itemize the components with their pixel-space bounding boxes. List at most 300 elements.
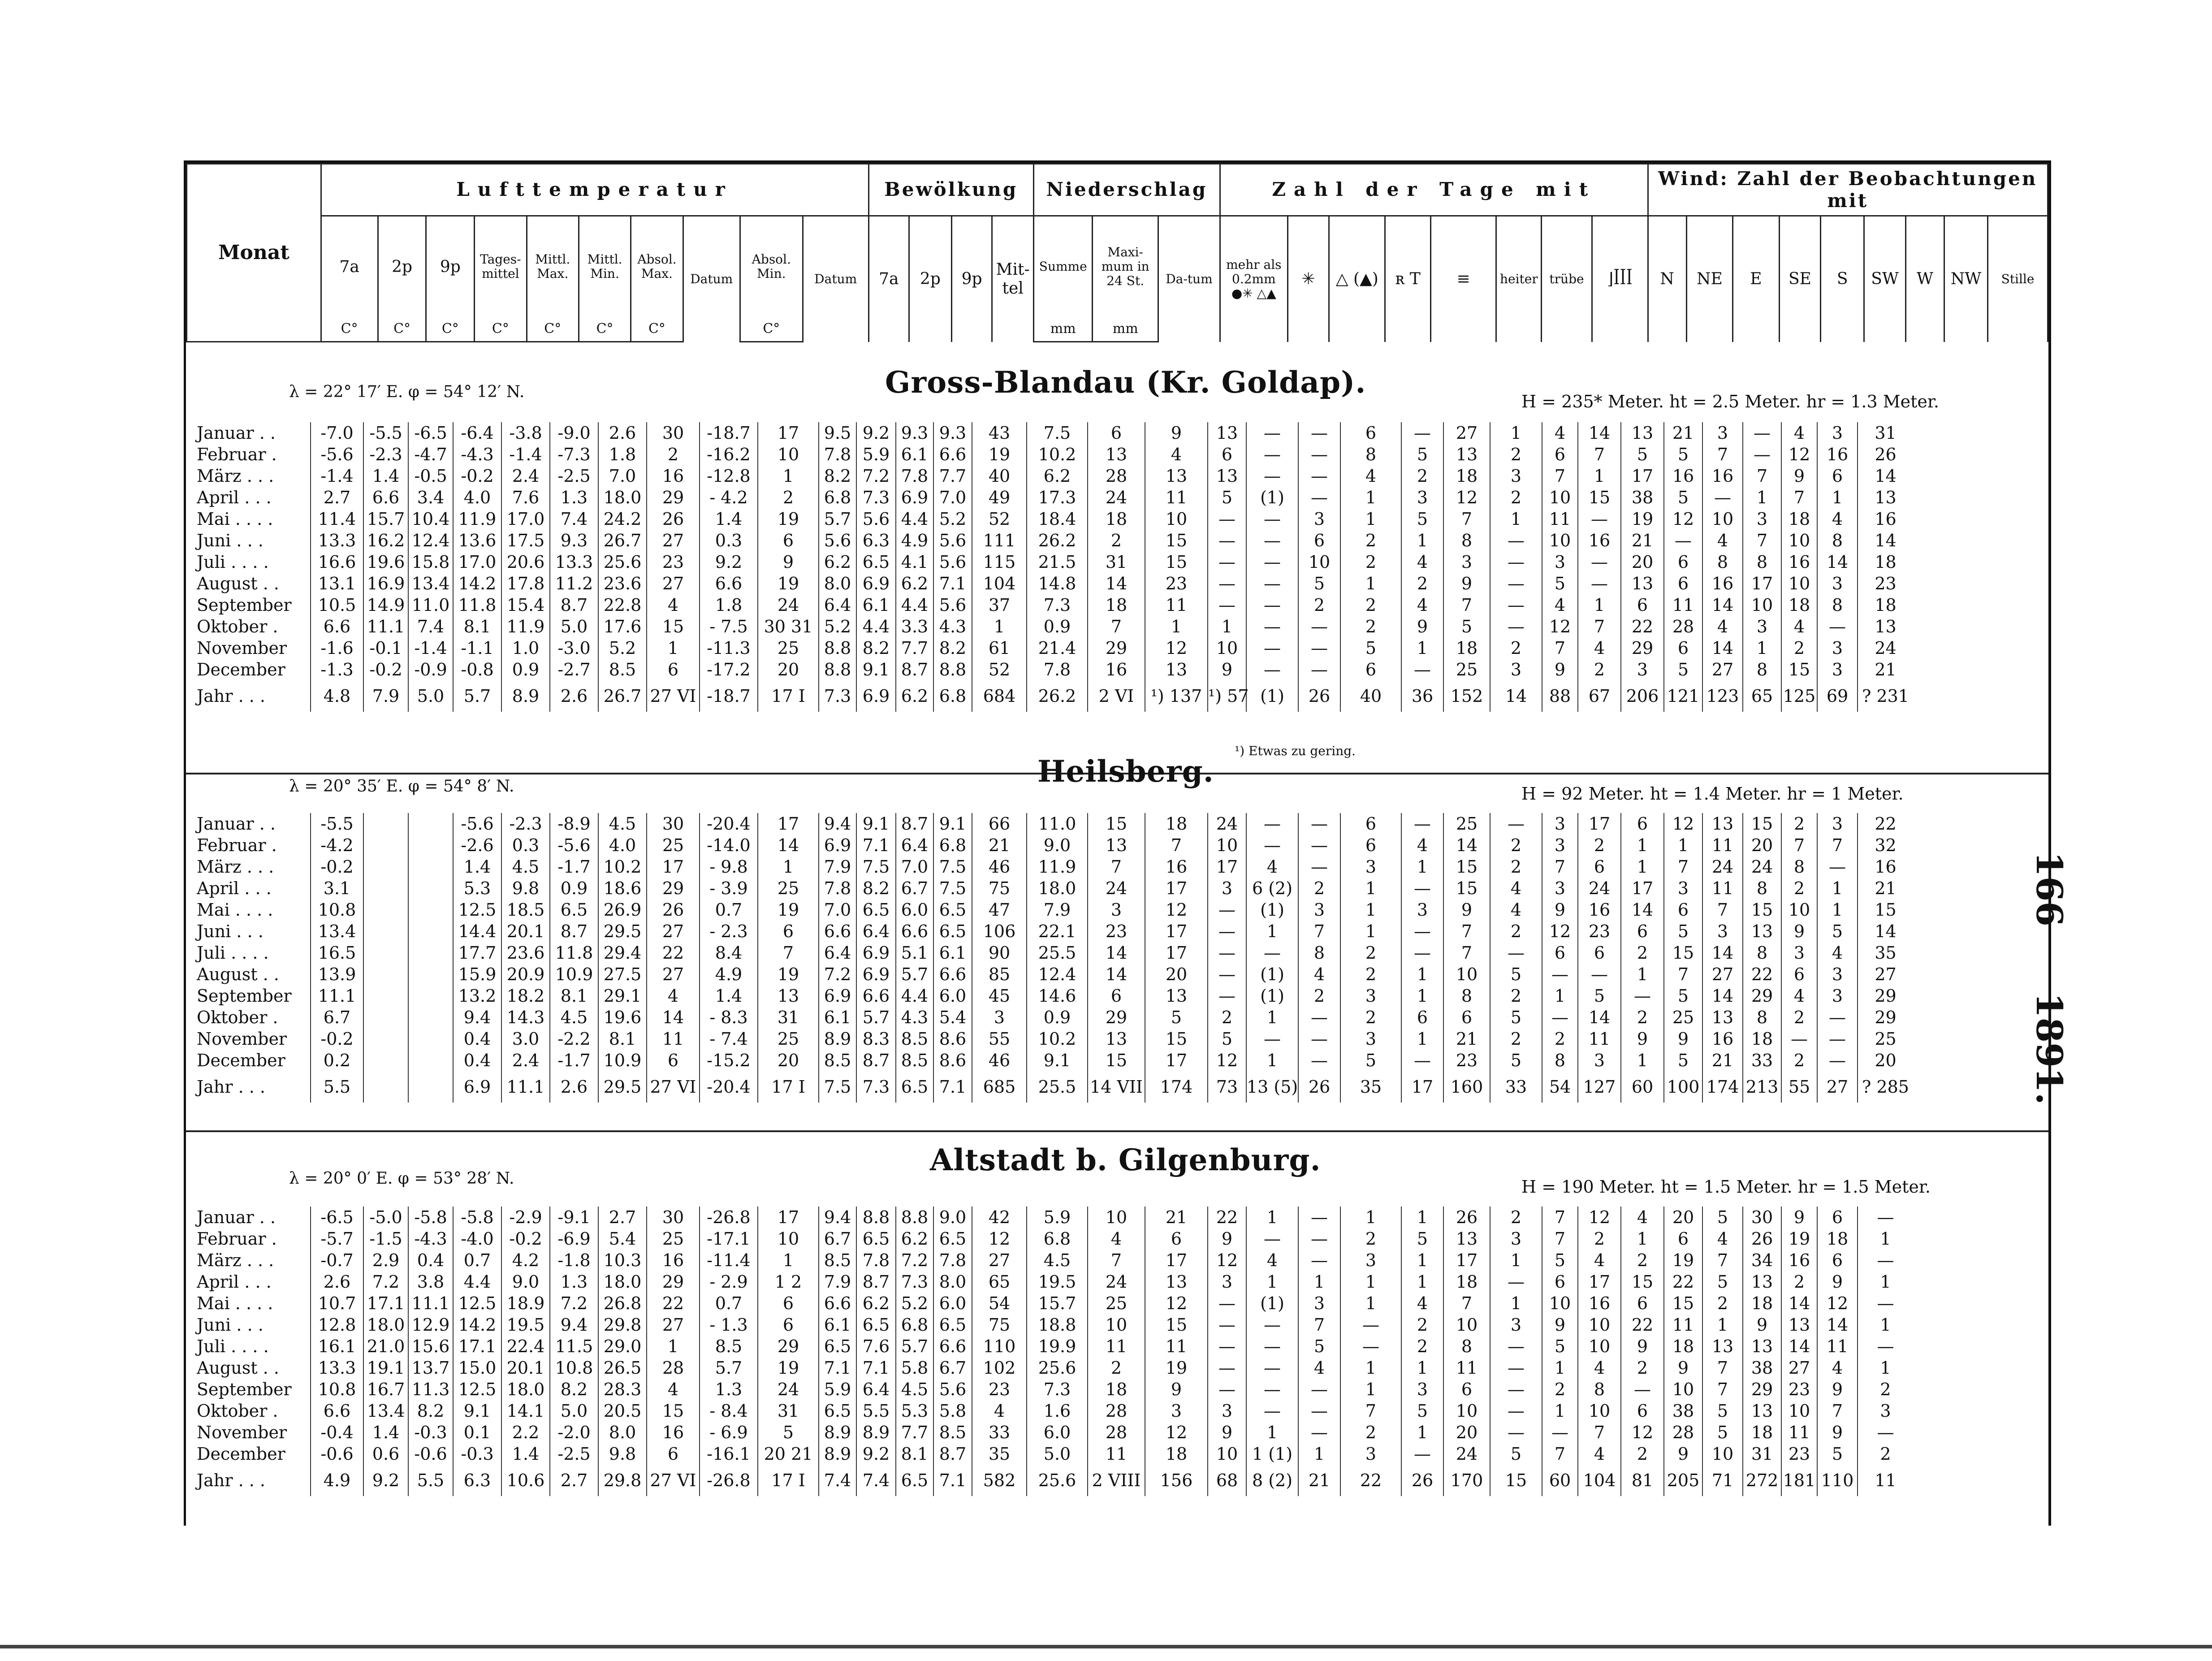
table-cell: 14: [1088, 942, 1145, 964]
table-row: [186, 594, 1913, 616]
table-cell: —: [1781, 1028, 1817, 1050]
table-cell: 7: [1743, 465, 1781, 487]
table-cell: 5.7: [856, 1007, 896, 1028]
table-cell: 11: [1088, 1336, 1145, 1357]
table-cell: 29: [1088, 1007, 1145, 1028]
table-cell: 5: [1208, 487, 1246, 508]
table-cell: 3.8: [408, 1271, 453, 1293]
table-cell: 1: [1621, 856, 1664, 878]
table-cell: —: [1208, 1314, 1246, 1336]
table-cell: —: [1246, 465, 1298, 487]
table-cell: 2: [1340, 551, 1401, 573]
table-cell: ? 285: [1858, 1071, 1913, 1103]
table-cell: 26: [647, 508, 700, 530]
table-cell: 26.7: [598, 680, 647, 712]
table-cell: —: [1817, 1007, 1858, 1028]
table-row: [186, 508, 1913, 530]
col-bmittel: Mit-tel: [992, 216, 1034, 342]
table-cell: 13.3: [550, 551, 598, 573]
table-cell: —: [1401, 813, 1443, 835]
table-cell: 6.8: [819, 487, 856, 508]
table-cell: 24: [1578, 878, 1621, 899]
table-cell: 5: [1542, 1336, 1578, 1357]
table-cell: 17: [1401, 1071, 1443, 1103]
table-cell: —: [1490, 1379, 1542, 1400]
table-cell: 29.0: [598, 1336, 647, 1357]
table-cell: 6: [1817, 1250, 1858, 1271]
table-cell: 16: [1781, 551, 1817, 573]
table-cell: 9: [1401, 616, 1443, 637]
table-cell: 7.8: [896, 465, 933, 487]
table-cell: 5.5: [856, 1400, 896, 1422]
table-cell: 4: [1298, 1357, 1340, 1379]
table-cell: 13: [1858, 616, 1913, 637]
table-cell: 14: [1702, 985, 1743, 1007]
table-cell: 17: [1578, 1271, 1621, 1293]
table-cell: 1: [1246, 921, 1298, 942]
table-cell: 24: [758, 594, 819, 616]
table-cell: 8: [1542, 1050, 1578, 1071]
table-cell: -5.5: [363, 422, 408, 444]
table-cell: 25: [758, 878, 819, 899]
table-cell: 0.6: [363, 1443, 408, 1465]
table-cell: 29: [647, 878, 700, 899]
table-cell: —: [1208, 921, 1246, 942]
table-cell: 12.9: [408, 1314, 453, 1336]
table-cell: 5: [1145, 1007, 1208, 1028]
table-cell: 6 (2): [1246, 878, 1298, 899]
table-cell: 3: [1145, 1400, 1208, 1422]
table-cell: 3: [1781, 942, 1817, 964]
table-cell: 5.3: [896, 1400, 933, 1422]
table-cell: 6: [1817, 465, 1858, 487]
table-cell: 25.6: [1027, 1357, 1088, 1379]
table-cell: 21.5: [1027, 551, 1088, 573]
table-cell: 22: [1208, 1207, 1246, 1228]
table-cell: 10.8: [550, 1357, 598, 1379]
table-cell: —: [1246, 422, 1298, 444]
table-cell: 7.5: [933, 878, 972, 899]
table-cell: 7: [1298, 921, 1340, 942]
table-cell: —: [1401, 1443, 1443, 1465]
table-cell: —: [1401, 878, 1443, 899]
table-cell: 2: [1401, 465, 1443, 487]
table-cell: 2: [1578, 1228, 1621, 1250]
table-cell: 6: [1542, 1271, 1578, 1293]
table-cell: 17: [1145, 942, 1208, 964]
table-cell: 27: [1781, 1357, 1817, 1379]
col-wind-sw: SW: [1864, 216, 1906, 342]
table-cell: 13: [1702, 1007, 1743, 1028]
table-cell: 5: [1298, 1336, 1340, 1357]
table-cell: 4.9: [311, 1465, 363, 1496]
table-cell: 11.4: [311, 508, 363, 530]
table-cell: 17: [1145, 921, 1208, 942]
table-cell: 7: [1781, 487, 1817, 508]
table-cell: 33: [1490, 1071, 1542, 1103]
table-cell: 9.1: [453, 1400, 501, 1422]
table-cell: 1: [1578, 594, 1621, 616]
table-cell: (1): [1246, 487, 1298, 508]
table-cell: 1: [1490, 422, 1542, 444]
table-cell: 7.1: [856, 1357, 896, 1379]
table-cell: 2: [1401, 1336, 1443, 1357]
table-cell: 38: [1621, 487, 1664, 508]
table-cell: 17 I: [758, 680, 819, 712]
table-cell: 7.8: [819, 878, 856, 899]
table-cell: 8: [1817, 594, 1858, 616]
table-cell: 10: [1208, 637, 1246, 659]
table-cell: 26: [1298, 1071, 1340, 1103]
table-cell: 33: [1743, 1050, 1781, 1071]
table-cell: 18.0: [598, 487, 647, 508]
table-cell: 4: [1401, 835, 1443, 856]
table-cell: 8.5: [933, 1422, 972, 1443]
table-cell: 15: [1578, 487, 1621, 508]
table-cell: 6: [758, 1314, 819, 1336]
table-cell: 11.0: [408, 594, 453, 616]
table-cell: -7.3: [550, 444, 598, 465]
table-cell: 16.6: [311, 551, 363, 573]
table-cell: 2: [1340, 1007, 1401, 1028]
table-cell: 7.4: [819, 1465, 856, 1496]
col-wind-stille: Stille: [1988, 216, 2048, 342]
table-cell: 6.2: [896, 573, 933, 594]
table-cell: 14: [1702, 942, 1743, 964]
table-cell: 21: [1145, 1207, 1208, 1228]
table-cell: 2.7: [311, 487, 363, 508]
table-cell: 28: [647, 1357, 700, 1379]
table-cell: 18.6: [598, 878, 647, 899]
table-cell: 20.5: [598, 1400, 647, 1422]
table-cell: —: [1208, 1357, 1246, 1379]
table-cell: 7.3: [1027, 1379, 1088, 1400]
table-cell: -4.7: [408, 444, 453, 465]
table-cell: 18: [1858, 551, 1913, 573]
table-cell: 4.0: [453, 487, 501, 508]
table-cell: 29: [1088, 637, 1145, 659]
table-cell: —: [1858, 1422, 1913, 1443]
table-cell: 0.7: [700, 1293, 758, 1314]
month-label: September: [197, 986, 292, 1006]
table-cell: 25.5: [1027, 942, 1088, 964]
table-cell: 1: [1817, 487, 1858, 508]
table-cell: 23.6: [598, 573, 647, 594]
unit-mm-maximum: mm: [1093, 317, 1158, 342]
table-cell: —: [1578, 573, 1621, 594]
table-cell: 21: [972, 835, 1027, 856]
table-cell: 17: [758, 422, 819, 444]
station-2-table: [186, 813, 1913, 1103]
table-cell: 9: [1208, 1228, 1246, 1250]
table-cell: 8.8: [896, 1207, 933, 1228]
table-cell: 7.4: [856, 1465, 896, 1496]
table-cell: 7.7: [896, 1422, 933, 1443]
table-cell: -0.2: [363, 659, 408, 680]
table-cell: [408, 1071, 453, 1103]
table-cell: 1: [1298, 1271, 1340, 1293]
table-row: [186, 1228, 1913, 1250]
table-cell: 26.2: [1027, 530, 1088, 551]
table-cell: 8: [1578, 1379, 1621, 1400]
table-cell: 26: [647, 899, 700, 921]
table-cell: 11.5: [550, 1336, 598, 1357]
table-cell: 13: [1743, 1400, 1781, 1422]
table-cell: - 7.4: [700, 1028, 758, 1050]
table-cell: 3: [1621, 659, 1664, 680]
table-cell: 5: [1401, 1400, 1443, 1422]
table-cell: 6.1: [856, 594, 896, 616]
table-cell: 7.5: [933, 856, 972, 878]
table-cell: 3: [1208, 1271, 1246, 1293]
table-cell: 7.2: [363, 1271, 408, 1293]
table-cell: 9.0: [501, 1271, 550, 1293]
table-cell: 582: [972, 1465, 1027, 1496]
table-cell: 9.4: [819, 813, 856, 835]
table-cell: -18.7: [700, 680, 758, 712]
table-cell: 8: [1298, 942, 1340, 964]
table-cell: 8.6: [933, 1028, 972, 1050]
table-cell: 123: [1702, 680, 1743, 712]
table-cell: 26: [1443, 1207, 1490, 1228]
table-cell: 6.5: [933, 921, 972, 942]
table-cell: 20 21: [758, 1443, 819, 1465]
table-cell: 10: [1542, 1293, 1578, 1314]
table-cell: 16.1: [311, 1336, 363, 1357]
table-cell: -4.3: [453, 444, 501, 465]
table-cell: 6.5: [856, 899, 896, 921]
col-wind-se: SE: [1779, 216, 1821, 342]
table-cell: 0.7: [700, 899, 758, 921]
table-cell: 2: [1490, 637, 1542, 659]
table-cell: 5: [1664, 1050, 1702, 1071]
table-cell: 9.3: [896, 422, 933, 444]
table-cell: 1: [1298, 1443, 1340, 1465]
table-cell: 4: [1817, 942, 1858, 964]
unit-c-tagesmittel: C°: [475, 317, 527, 342]
table-cell: —: [1490, 616, 1542, 637]
table-cell: 1: [647, 637, 700, 659]
table-cell: 3: [1490, 1314, 1542, 1336]
table-cell: ¹) 137: [1145, 680, 1208, 712]
table-cell: 6.9: [856, 573, 896, 594]
table-cell: 6.9: [453, 1071, 501, 1103]
table-row: [186, 813, 1913, 835]
table-cell: 31: [1858, 422, 1913, 444]
table-cell: 29.8: [598, 1314, 647, 1336]
table-cell: 3: [1208, 878, 1246, 899]
table-cell: 8.9: [819, 1028, 856, 1050]
table-cell: -12.8: [700, 465, 758, 487]
table-cell: 1: [1621, 1050, 1664, 1071]
table-cell: 10: [1781, 899, 1817, 921]
table-row: [186, 637, 1913, 659]
table-cell: 8.9: [501, 680, 550, 712]
table-cell: 104: [1578, 1465, 1621, 1496]
table-cell: 8.1: [598, 1028, 647, 1050]
table-cell: (1): [1246, 680, 1298, 712]
table-cell: 7: [1542, 1207, 1578, 1228]
table-row: [186, 1007, 1913, 1028]
table-cell: - 7.5: [700, 616, 758, 637]
table-cell: 4.5: [598, 813, 647, 835]
table-cell: 4: [1817, 1357, 1858, 1379]
table-cell: 29.5: [598, 921, 647, 942]
table-row: [186, 1336, 1913, 1357]
table-cell: 75: [972, 1314, 1027, 1336]
table-cell: 1: [1208, 616, 1246, 637]
table-cell: 18: [1781, 508, 1817, 530]
table-cell: —: [1340, 1336, 1401, 1357]
table-cell: 23: [1145, 573, 1208, 594]
table-cell: 3: [1702, 422, 1743, 444]
col-mittl-max: Mittl. Max.: [527, 216, 579, 317]
table-cell: —: [1490, 1271, 1542, 1293]
table-cell: -17.1: [700, 1228, 758, 1250]
table-cell: -9.1: [550, 1207, 598, 1228]
table-cell: ¹) 57: [1208, 680, 1246, 712]
table-cell: 4.5: [550, 1007, 598, 1028]
table-cell: 5.0: [1027, 1443, 1088, 1465]
table-cell: 7: [1578, 444, 1621, 465]
table-cell: 8: [1340, 444, 1401, 465]
table-cell: -0.4: [311, 1422, 363, 1443]
table-cell: 6.5: [819, 1336, 856, 1357]
table-cell: 10.3: [598, 1250, 647, 1271]
table-cell: 5: [1401, 1228, 1443, 1250]
table-cell: 7: [1443, 1293, 1490, 1314]
table-cell: 1: [1542, 1400, 1578, 1422]
table-cell: —: [1340, 1314, 1401, 1336]
table-cell: 2: [1340, 594, 1401, 616]
col-niederschlag-datum: Da-tum: [1158, 216, 1220, 342]
table-cell: 1: [1858, 1357, 1913, 1379]
table-cell: —: [1298, 444, 1340, 465]
table-cell: 7.8: [856, 1250, 896, 1271]
table-cell: 13: [1743, 1271, 1781, 1293]
table-cell: 23: [1858, 573, 1913, 594]
table-cell: —: [1208, 573, 1246, 594]
table-cell: -4.0: [453, 1228, 501, 1250]
month-label: März . . .: [197, 1250, 274, 1270]
table-cell: —: [1621, 985, 1664, 1007]
table-cell: 6.8: [933, 680, 972, 712]
table-cell: —: [1208, 1336, 1246, 1357]
table-cell: 19.6: [598, 1007, 647, 1028]
table-cell: 5.0: [408, 680, 453, 712]
table-cell: 4: [647, 594, 700, 616]
table-cell: [408, 964, 453, 985]
table-cell: 1: [1542, 985, 1578, 1007]
month-label: März . . .: [197, 466, 274, 486]
table-cell: 27: [1817, 1071, 1858, 1103]
table-cell: 6: [1621, 594, 1664, 616]
table-cell: -16.2: [700, 444, 758, 465]
table-cell: 65: [1743, 680, 1781, 712]
table-cell: 9.2: [700, 551, 758, 573]
station-1-footnote: ¹) Etwas zu gering.: [1235, 744, 1356, 758]
table-cell: 8: [1743, 1007, 1781, 1028]
table-cell: 22: [647, 1293, 700, 1314]
table-cell: 25: [1443, 659, 1490, 680]
table-cell: 6.8: [1027, 1228, 1088, 1250]
table-cell: 8.2: [550, 1379, 598, 1400]
table-cell: 7.1: [933, 573, 972, 594]
table-cell: 7.1: [933, 1465, 972, 1496]
table-cell: 15: [1743, 813, 1781, 835]
table-cell: 23: [1781, 1379, 1817, 1400]
table-cell: 2: [1340, 942, 1401, 964]
table-cell: -1.8: [550, 1250, 598, 1271]
table-cell: 6: [1578, 942, 1621, 964]
table-cell: 7: [1542, 465, 1578, 487]
table-cell: 14: [1088, 964, 1145, 985]
table-cell: 2: [1781, 637, 1817, 659]
table-cell: 69: [1817, 680, 1858, 712]
table-cell: 1.3: [700, 1379, 758, 1400]
table-cell: 4: [1781, 616, 1817, 637]
table-cell: —: [1490, 813, 1542, 835]
table-cell: 3: [1817, 813, 1858, 835]
table-cell: 1.4: [363, 465, 408, 487]
table-cell: -1.5: [363, 1228, 408, 1250]
table-cell: 23: [1443, 1050, 1490, 1071]
table-cell: 6.5: [550, 899, 598, 921]
table-cell: 1: [972, 616, 1027, 637]
table-cell: 10: [1781, 573, 1817, 594]
table-cell: 14.8: [1027, 573, 1088, 594]
table-cell: 5: [1340, 1050, 1401, 1071]
table-cell: 6.6: [896, 921, 933, 942]
col-truebe: trübe: [1542, 216, 1592, 342]
table-cell: 18: [1443, 1271, 1490, 1293]
table-cell: 7: [1578, 1422, 1621, 1443]
table-cell: 1: [1858, 1314, 1913, 1336]
table-cell: -1.4: [408, 637, 453, 659]
table-cell: 81: [1621, 1465, 1664, 1496]
table-cell: 10: [1208, 1443, 1246, 1465]
table-cell: 26.5: [598, 1357, 647, 1379]
table-cell: 102: [972, 1357, 1027, 1379]
table-cell: 7.1: [856, 835, 896, 856]
table-cell: 14: [1702, 594, 1743, 616]
table-cell: 17: [1208, 856, 1246, 878]
month-label: November: [197, 638, 287, 658]
table-cell: 7.5: [856, 856, 896, 878]
jahr-row: [186, 680, 1913, 712]
jahr-row: [186, 1071, 1913, 1103]
table-cell: 6.6: [700, 573, 758, 594]
table-cell: 15: [1145, 530, 1208, 551]
table-cell: 13: [1088, 1028, 1145, 1050]
table-cell: 1: [1621, 835, 1664, 856]
month-label: Mai . . . .: [197, 509, 273, 529]
table-row: [186, 964, 1913, 985]
table-cell: 7.3: [856, 1071, 896, 1103]
table-cell: 26.2: [1027, 680, 1088, 712]
table-cell: [363, 985, 408, 1007]
table-cell: 8.2: [819, 465, 856, 487]
table-cell: 9.1: [1027, 1050, 1088, 1071]
table-cell: [408, 813, 453, 835]
table-cell: 2.4: [501, 465, 550, 487]
table-cell: [408, 878, 453, 899]
table-cell: 174: [1145, 1071, 1208, 1103]
table-cell: 15: [1621, 1271, 1664, 1293]
table-cell: 25: [1443, 813, 1490, 835]
table-cell: 16: [1817, 444, 1858, 465]
table-cell: 6: [1145, 1228, 1208, 1250]
